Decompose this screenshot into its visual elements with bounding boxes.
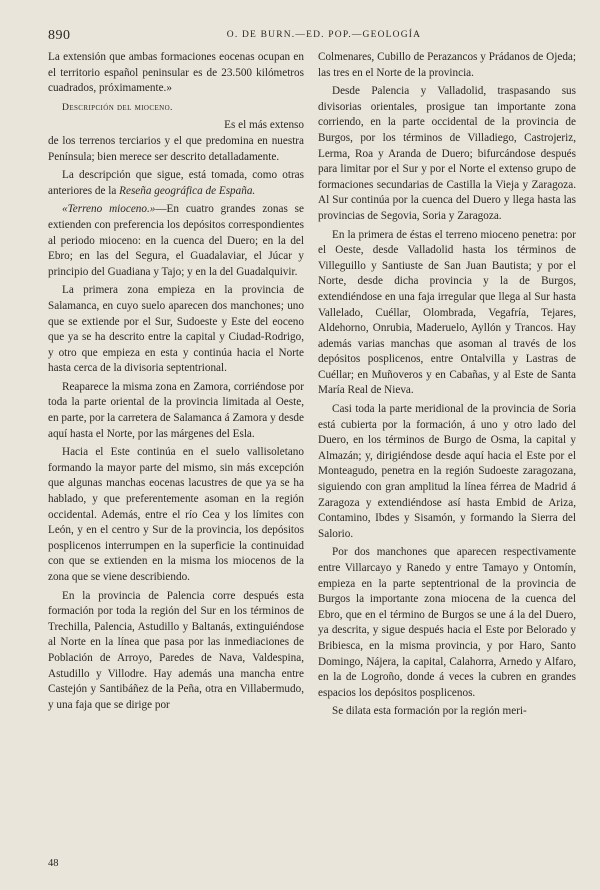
paragraph-miocene-intro-rest: de los terrenos terciarios y el que predomina en nuestra Península; bien merece ser descrito detalladamente. — [48, 134, 304, 163]
paragraph-palencia: En la provincia de Palencia corre después esta formación por toda la región del Sur en los términos de Trechilla, Palencia, Astudillo y Baltanás, extinguiéndose al Norte en la línea que pasa por las inmediaciones de Población de Arroyo, Paredes de Nava, Valdespina, Astudillo y Villodre. Hay además una mancha entre Castejón y Santibáñez de la Peña, otra en Villabermudo, y una faja que se dirige por — [48, 589, 304, 711]
paragraph-intro: La extensión que ambas formaciones eocenas ocupan en el territorio español peninsular es de 23.500 kilómetros cuadrados, próximamente.» — [48, 51, 304, 95]
paragraph-continuation: Colmenares, Cubillo de Perazancos y Prádanos de Ojeda; las tres en el Norte de la provincia. — [318, 51, 576, 79]
paragraph-terreno-rest: —En cuatro grandes zonas se extienden con preferencia los depósitos correspondientes al periodo mioceno: en la cuenca del Duero; en la del Ebro; en las del Segura, el Guadalaviar, el Júcar y principio del Guadiana y Tajo; y en la del Guadalquivir. — [48, 203, 304, 278]
right-column — [318, 50, 576, 723]
paragraph-miocene-intro — [48, 118, 304, 165]
paragraph-primera-zona: La primera zona empieza en la provincia de Salamanca, en cuyo suelo aparecen dos manchones; uno que se extiende por el Sur, Sudoeste y Este del eoceno que ya se ha descrito entre la capital y Ciudad-Rodrigo, y otro que empieza en esta y continúa hacia el Norte hasta cerca de la divisoria septentrional. — [48, 284, 304, 375]
paragraph-hacia-el-este: Hacia el Este continúa en el suelo vallisoletano formando la mayor parte del mismo, sin más excepción que algunas manchas eocenas lacustres de que ya se ha hablado, y que preferentemente asoman en la región occidental. Además, entre el río Cea y los límites con León, y en el centro y Sur de la provincia, los depósitos posplicenos interrumpen en la superficie la continuidad con que se extienden en la misma los miocenos de la zona que se viene describiendo. — [48, 446, 304, 583]
signature-mark: 48 — [48, 858, 59, 869]
paragraph-burgos-ebro: Por dos manchones que aparecen respectivamente entre Villarcayo y Ranedo y entre Tamayo y Ontomín, empieza en la parte septentrional de la provincia de Burgos la importante zona miocena de la cuenca del Ebro, que en el término de Burgos se une á la del Duero, ya descrita, y sigue después hacia el Este por Belorado y Bribiesca, en la misma provincia, y por Haro, Santo Domingo, Nájera, la capital, Calahorra, Arnedo y Alfaro, en la de Logroño, donde á veces la cubren en grandes espacios los depósitos posplicenos. — [318, 546, 576, 699]
page-header — [48, 28, 570, 48]
reference-title: Reseña geográfica de España. — [119, 184, 256, 197]
paragraph-terreno-mioceno — [48, 202, 304, 280]
paragraph-reaparece: Reaparece la misma zona en Zamora, corriéndose por toda la parte oriental de la provincia limitada al Oeste, en parte, por la carretera de Salamanca á Zamora y desde aquí hasta el Norte, por las márgenes del Esla. — [48, 380, 304, 440]
paragraph-description-start: La descripción que sigue, está tomada, como otras anteriores de la — [48, 169, 304, 197]
paragraph-soria: Casi toda la parte meridional de la provincia de Soria está cubierta por la formación, á uno y otro lado del Duero, en los términos de Burgo de Osma, la capital y Almazán; y, dirigiéndose desde aquí hacia el Este por el Monteagudo, penetra en la región Sudoeste zaragozana, siguiendo con gran amplitud la línea férrea de Madrid á Zaragoza y extendiéndose así hasta Embid de Ariza, Contamino, Ibdes y Sisamón, y formando la Sierra del Salorio. — [318, 403, 576, 540]
left-column — [48, 50, 304, 716]
paragraph-se-dilata: Se dilata esta formación por la región meri- — [332, 705, 527, 718]
paragraph-segovia: En la primera de éstas el terreno mioceno penetra: por el Oeste, desde Valladolid hasta los términos de Villeguillo y Santiuste de San Juan Bautista; y por el Norte, desde dicha provincia y la de Burgos, extendiéndose en una faja irregular que llega al Sur hasta Vallelado, Cuéllar, Olombrada, Vegafría, Tejares, Aldehorno, Onrubia, Maderuelo, Ayllón y Trancos. Hay además varias manchas que asoman al través de los depósitos posplicenos, entre Ontalvilla y Lastras de Cuéllar; en Muñoveros y en Cabañas, y al Este de Santa María Real de Nieva. — [318, 228, 576, 397]
running-head: O. DE BURN.—ED. POP.—GEOLOGÍA — [226, 30, 422, 40]
quote-terreno-mioceno: «Terreno mioceno.» — [62, 203, 156, 216]
paragraph-miocene-intro-first: Es el más extenso — [224, 119, 304, 132]
page-number: 890 — [48, 28, 71, 43]
paragraph-desde-palencia: Desde Palencia y Valladolid, traspasando sus divisorias orientales, prosigue tan importante zona corriendo, en la parte occidental de la provincia de Burgos, por los términos de Villadiego, Castrojeriz, Lerma, Roa y Aranda de Duero; bifurcándose después para limitar por el Sur y por el Norte el extenso grupo de formaciones secundarias de Castilla la Vieja y Zaragoza. Al Sur continúa por la cuenca del Duero y llega hasta las provincias de Segovia, Soria y Zaragoza. — [318, 85, 576, 222]
section-title: Descripción del mioceno. — [62, 101, 173, 113]
paragraph-description-source — [48, 168, 304, 199]
